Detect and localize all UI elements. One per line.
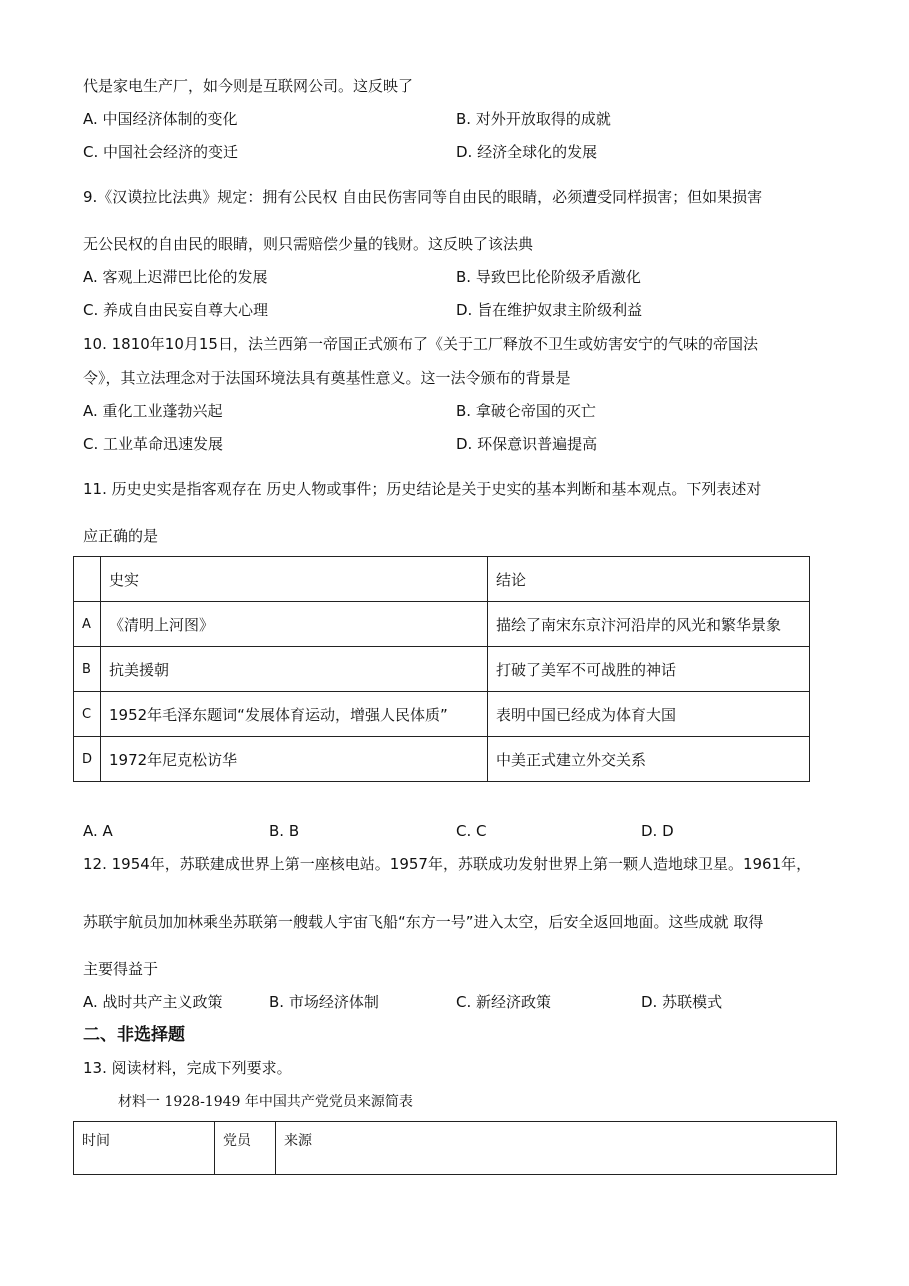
q12-stem-line2: 苏联宇航员加加林乘坐苏联第一艘载人宇宙飞船“东方一号”进入太空，后安全返回地面。这些成就 取得 bbox=[83, 913, 764, 931]
q10-option-a[interactable]: A. 重化工业蓬勃兴起 bbox=[83, 402, 223, 420]
q13-table bbox=[73, 1121, 837, 1175]
q9-option-c[interactable]: C. 养成自由民妄自尊大心理 bbox=[83, 301, 269, 319]
q8-option-a[interactable]: A. 中国经济体制的变化 bbox=[83, 110, 238, 128]
table-row bbox=[74, 602, 810, 647]
table-header-cell: 时间 bbox=[74, 1122, 215, 1175]
q10-option-c[interactable]: C. 工业革命迅速发展 bbox=[83, 435, 224, 453]
q9-stem-line1: 9.《汉谟拉比法典》规定：拥有公民权 自由民伤害同等自由民的眼睛，必须遭受同样损害；但如果损害 bbox=[83, 188, 763, 206]
q9-stem-line2: 无公民权的自由民的眼睛，则只需赔偿少量的钱财。这反映了该法典 bbox=[83, 235, 534, 253]
table-row bbox=[74, 737, 810, 782]
q12-option-d[interactable]: D. 苏联模式 bbox=[641, 993, 723, 1011]
row-key: A bbox=[74, 602, 101, 647]
table-caption: 材料一 1928-1949 年中国共产党党员来源简表 bbox=[118, 1094, 413, 1110]
q10-stem-line1: 10. 1810年10月15日，法兰西第一帝国正式颁布了《关于工厂释放不卫生或妨害安宁的气味的帝国法 bbox=[83, 335, 758, 353]
row-conclusion: 中美正式建立外交关系 bbox=[488, 737, 810, 782]
q12-stem-line1: 12. 1954年，苏联建成世界上第一座核电站。1957年，苏联成功发射世界上第一颗人造地球卫星。1961年， bbox=[83, 855, 812, 873]
q8-stem-tail: 代是家电生产厂，如今则是互联网公司。这反映了 bbox=[83, 77, 414, 95]
q12-stem-line3: 主要得益于 bbox=[83, 960, 159, 978]
q12-option-b[interactable]: B. 市场经济体制 bbox=[269, 993, 379, 1011]
row-conclusion: 表明中国已经成为体育大国 bbox=[488, 692, 810, 737]
row-fact: 1972年尼克松访华 bbox=[101, 737, 488, 782]
q11-stem-line2: 应正确的是 bbox=[83, 527, 159, 545]
q10-stem-line2: 令》，其立法理念对于法国环境法具有奠基性意义。这一法令颁布的背景是 bbox=[83, 369, 571, 387]
row-key: D bbox=[74, 737, 101, 782]
row-fact: 《清明上河图》 bbox=[101, 602, 488, 647]
q11-option-b[interactable]: B. B bbox=[269, 822, 300, 840]
q13-stem: 13. 阅读材料，完成下列要求。 bbox=[83, 1059, 292, 1077]
q8-option-b[interactable]: B. 对外开放取得的成就 bbox=[456, 110, 611, 128]
table-header-cell: 来源 bbox=[276, 1122, 837, 1175]
q12-option-c[interactable]: C. 新经济政策 bbox=[456, 993, 552, 1011]
q9-option-b[interactable]: B. 导致巴比伦阶级矛盾激化 bbox=[456, 268, 641, 286]
table-header-row bbox=[74, 557, 810, 602]
row-conclusion: 描绘了南宋东京汴河沿岸的风光和繁华景象 bbox=[488, 602, 810, 647]
table-header-row bbox=[74, 1122, 837, 1175]
q10-option-d[interactable]: D. 环保意识普遍提高 bbox=[456, 435, 598, 453]
q9-option-d[interactable]: D. 旨在维护奴隶主阶级利益 bbox=[456, 301, 643, 319]
table-row bbox=[74, 692, 810, 737]
section-heading: 二、非选择题 bbox=[83, 1025, 185, 1045]
row-key: C bbox=[74, 692, 101, 737]
table-header-cell: 结论 bbox=[488, 557, 810, 602]
table-header-cell bbox=[74, 557, 101, 602]
q11-option-a[interactable]: A. A bbox=[83, 822, 113, 840]
row-fact: 抗美援朝 bbox=[101, 647, 488, 692]
table-header-cell: 党员 bbox=[215, 1122, 276, 1175]
table-row bbox=[74, 647, 810, 692]
q11-option-d[interactable]: D. D bbox=[641, 822, 674, 840]
q8-option-d[interactable]: D. 经济全球化的发展 bbox=[456, 143, 598, 161]
q11-option-c[interactable]: C. C bbox=[456, 822, 487, 840]
q12-option-a[interactable]: A. 战时共产主义政策 bbox=[83, 993, 223, 1011]
row-fact: 1952年毛泽东题词“发展体育运动，增强人民体质” bbox=[101, 692, 488, 737]
q11-table bbox=[73, 556, 810, 782]
q9-option-a[interactable]: A. 客观上迟滞巴比伦的发展 bbox=[83, 268, 268, 286]
q11-stem-line1: 11. 历史史实是指客观存在 历史人物或事件；历史结论是关于史实的基本判断和基本观点。下列表述对 bbox=[83, 480, 762, 498]
q8-option-c[interactable]: C. 中国社会经济的变迁 bbox=[83, 143, 239, 161]
table-header-cell: 史实 bbox=[101, 557, 488, 602]
row-conclusion: 打破了美军不可战胜的神话 bbox=[488, 647, 810, 692]
q10-option-b[interactable]: B. 拿破仑帝国的灭亡 bbox=[456, 402, 596, 420]
row-key: B bbox=[74, 647, 101, 692]
